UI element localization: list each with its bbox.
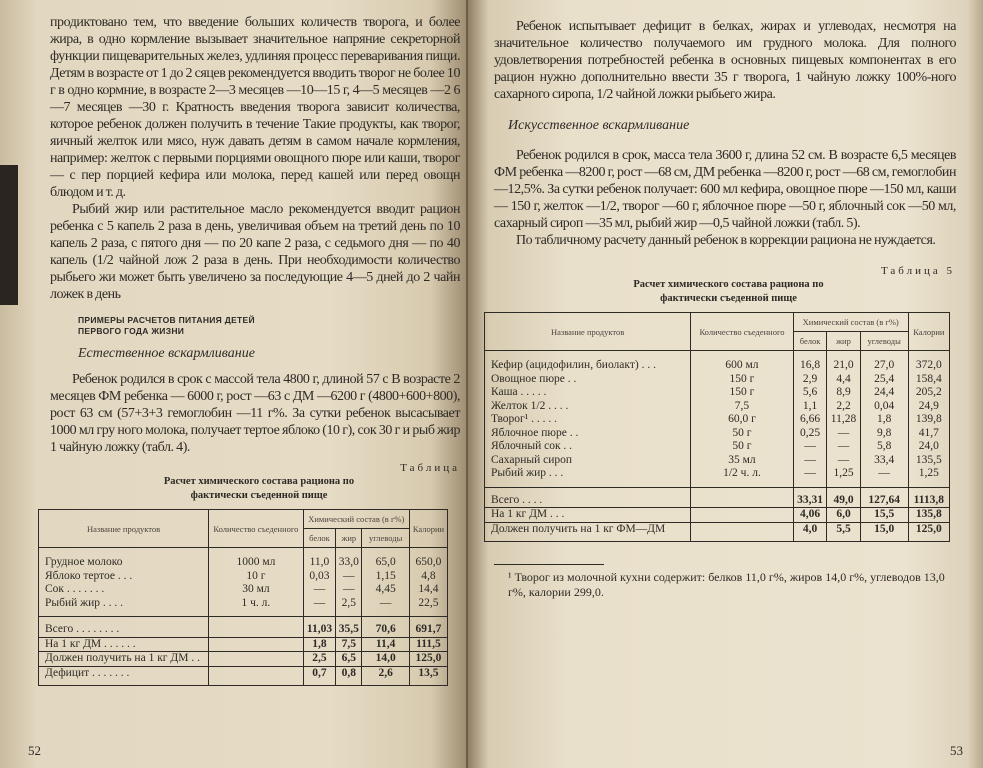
cell-carbs: 11,4 <box>362 637 409 652</box>
left-body-text <box>50 14 460 303</box>
cell-calories: 14,4 <box>409 583 447 597</box>
cell-carbs: 15,0 <box>860 522 908 542</box>
cell-calories: 158,4 <box>908 373 949 387</box>
cell-protein: 4,06 <box>793 508 827 523</box>
header-row <box>485 313 950 332</box>
cell-amount: 1/2 ч. л. <box>691 467 793 487</box>
cell-calories: 135,8 <box>908 508 949 523</box>
left-body-text-2 <box>50 371 460 456</box>
cell-protein: 1,1 <box>793 400 827 414</box>
header-name: Название продуктов <box>485 313 691 351</box>
cell-carbs: 15,5 <box>860 508 908 523</box>
cell-protein: 0,25 <box>793 427 827 441</box>
cell-name: Грудное молоко <box>39 548 209 570</box>
cell-protein: — <box>303 583 336 597</box>
cell-fat: 6,5 <box>336 652 362 667</box>
table-row <box>485 508 950 523</box>
section-heading: ПРИМЕРЫ РАСЧЕТОВ ПИТАНИЯ ДЕТЕЙ ПЕРВОГО ГОДА ЖИЗНИ <box>78 315 255 336</box>
cell-amount: 1 ч. л. <box>209 597 304 617</box>
cell-carbs: 24,4 <box>860 386 908 400</box>
cell-fat: 2,5 <box>336 597 362 617</box>
cell-amount: 600 мл <box>691 351 793 373</box>
cell-carbs: 9,8 <box>860 427 908 441</box>
header-protein: белок <box>793 332 827 351</box>
cell-calories: 13,5 <box>409 666 447 686</box>
cell-amount <box>209 652 304 667</box>
cell-amount: 7,5 <box>691 400 793 414</box>
cell-calories: 1,25 <box>908 467 949 487</box>
header-fat: жир <box>827 332 860 351</box>
cell-fat: 6,0 <box>827 508 860 523</box>
cell-protein: 6,66 <box>793 413 827 427</box>
cell-calories: 372,0 <box>908 351 949 373</box>
cell-protein: — <box>303 597 336 617</box>
cell-name: Всего . . . . <box>485 487 691 508</box>
cell-protein: 1,8 <box>303 637 336 652</box>
header-calories: Калории <box>409 510 447 548</box>
cell-amount: 1000 мл <box>209 548 304 570</box>
cell-protein: 33,31 <box>793 487 827 508</box>
table-row <box>485 427 950 441</box>
paragraph: Ребенок родился в срок с массой тела 4800 г, длиной 57 с В возрасте 2 месяцев ФМ ребенка — 6000 г, рост —63 с ДМ —6200 г (4800+600+800), рост 63 см (57+3+3 гемоглобин —11 г%. За сутки ребенок высасывает 1000 мл гру ного молока, получает тертое яблоко (10 г), сок 30 г и рыб жир 1 чайную ложку (табл. 4). <box>50 372 460 455</box>
header-fat: жир <box>336 529 362 548</box>
cell-fat: 5,5 <box>827 522 860 542</box>
paragraph: По табличному расчету данный ребенок в коррекции рациона не нуждается. <box>516 233 936 248</box>
table-body <box>485 351 950 488</box>
cell-protein: 4,0 <box>793 522 827 542</box>
cell-protein: 2,5 <box>303 652 336 667</box>
cell-calories: 139,8 <box>908 413 949 427</box>
cell-fat: — <box>827 427 860 441</box>
cell-protein: 16,8 <box>793 351 827 373</box>
table-row <box>485 454 950 468</box>
cell-carbs: 1,8 <box>860 413 908 427</box>
table-row <box>39 597 448 617</box>
cell-name: Рыбий жир . . . <box>485 467 691 487</box>
header-row <box>39 510 448 529</box>
cell-carbs: 0,04 <box>860 400 908 414</box>
cell-protein: — <box>793 440 827 454</box>
cell-carbs: 4,45 <box>362 583 409 597</box>
table-body <box>39 548 448 617</box>
header-calories: Калории <box>908 313 949 351</box>
right-body-text <box>494 18 956 103</box>
table-row <box>485 400 950 414</box>
cell-carbs: 33,4 <box>860 454 908 468</box>
cell-protein: 11,03 <box>303 617 336 638</box>
cell-name: Сок . . . . . . . <box>39 583 209 597</box>
cell-amount <box>691 522 793 542</box>
cell-name: Сахарный сироп <box>485 454 691 468</box>
subheading: Искусственное вскармливание <box>508 118 690 133</box>
cell-calories: 125,0 <box>409 652 447 667</box>
cell-calories: 22,5 <box>409 597 447 617</box>
cell-name: Яблоко тертое . . . <box>39 570 209 584</box>
cell-name: Кефир (ацидофилин, биолакт) . . . <box>485 351 691 373</box>
table-row <box>485 467 950 487</box>
cell-amount: 150 г <box>691 373 793 387</box>
page-number: 52 <box>28 743 41 758</box>
cell-fat: 21,0 <box>827 351 860 373</box>
book-cover-edge <box>0 165 18 305</box>
cell-name: Всего . . . . . . . . <box>39 617 209 638</box>
cell-fat: — <box>827 440 860 454</box>
table-row <box>485 487 950 508</box>
cell-protein: 0,03 <box>303 570 336 584</box>
table-row <box>39 666 448 686</box>
paragraph: Рыбий жир или растительное масло рекомендуется вводит рацион ребенка с 5 капель 2 раза в день, увеличивая объем на третий день по 10 капель 2 раза, с пятого дня — по 20 капе 2 раза, с седьмого дня — по 40 капель (1/2 чайной лож 2 раза в день. При необходимости количество рыбьего жи может быть увеличено за последующие 4—5 дней до 2 чайн ложек в день <box>50 202 460 302</box>
table-header <box>39 510 448 548</box>
cell-protein: 2,9 <box>793 373 827 387</box>
cell-fat: 0,8 <box>336 666 362 686</box>
cell-amount <box>209 637 304 652</box>
left-page <box>0 0 468 768</box>
cell-amount <box>209 666 304 686</box>
cell-amount: 50 г <box>691 427 793 441</box>
table-row <box>485 386 950 400</box>
cell-carbs: 27,0 <box>860 351 908 373</box>
header-amount: Количество съеденного <box>209 510 304 548</box>
cell-calories: 205,2 <box>908 386 949 400</box>
table-row <box>485 413 950 427</box>
cell-carbs: 70,6 <box>362 617 409 638</box>
nutrition-table <box>484 312 950 542</box>
cell-fat: 1,25 <box>827 467 860 487</box>
cell-amount: 60,0 г <box>691 413 793 427</box>
page-number: 53 <box>950 743 963 758</box>
cell-protein: 0,7 <box>303 666 336 686</box>
table-row <box>485 351 950 373</box>
cell-fat: 35,5 <box>336 617 362 638</box>
cell-fat: 49,0 <box>827 487 860 508</box>
cell-fat: 7,5 <box>336 637 362 652</box>
cell-name: На 1 кг ДМ . . . . . . <box>39 637 209 652</box>
table-row <box>485 373 950 387</box>
header-chem: Химический состав (в г%) <box>793 313 908 332</box>
header-carbs: углеводы <box>860 332 908 351</box>
header-protein: белок <box>303 529 336 548</box>
cell-calories: 135,5 <box>908 454 949 468</box>
table-totals <box>485 487 950 542</box>
cell-calories: 125,0 <box>908 522 949 542</box>
cell-amount: 50 г <box>691 440 793 454</box>
cell-fat: 2,2 <box>827 400 860 414</box>
header-chem: Химический состав (в г%) <box>303 510 409 529</box>
paragraph: Ребенок испытывает дефицит в белках, жирах и углеводах, несмотря на значительное количество получаемого им грудного молока. Для полного удовлетворения потребностей ребенка в основных пищевых компонентах в его рацион нужно дополнительно ввести 35 г творога, 1 чайную ложку 100%-ного сахарного сиропа, 1/2 чайной ложки рыбьего жира. <box>494 19 956 102</box>
cell-calories: 41,7 <box>908 427 949 441</box>
right-body-text-2 <box>494 147 956 249</box>
table-row <box>39 617 448 638</box>
cell-carbs: — <box>362 597 409 617</box>
cell-carbs: 5,8 <box>860 440 908 454</box>
table-totals <box>39 617 448 686</box>
cell-name: Дефицит . . . . . . . <box>39 666 209 686</box>
table-header <box>485 313 950 351</box>
cell-carbs: 1,15 <box>362 570 409 584</box>
cell-carbs: 25,4 <box>860 373 908 387</box>
cell-amount <box>691 487 793 508</box>
cell-calories: 111,5 <box>409 637 447 652</box>
cell-name: Творог¹ . . . . . <box>485 413 691 427</box>
table-title: Расчет химического состава рациона по фактически съеденной пище <box>633 279 824 304</box>
cell-name: На 1 кг ДМ . . . <box>485 508 691 523</box>
cell-calories: 24,0 <box>908 440 949 454</box>
cell-carbs: 65,0 <box>362 548 409 570</box>
cell-name: Яблочный сок . . <box>485 440 691 454</box>
cell-name: Желток 1/2 . . . . <box>485 400 691 414</box>
footnote-rule <box>494 564 604 565</box>
table-row <box>39 570 448 584</box>
cell-fat: 33,0 <box>336 548 362 570</box>
cell-carbs: — <box>860 467 908 487</box>
cell-calories: 650,0 <box>409 548 447 570</box>
cell-calories: 691,7 <box>409 617 447 638</box>
cell-calories: 1113,8 <box>908 487 949 508</box>
cell-carbs: 2,6 <box>362 666 409 686</box>
table-row <box>485 522 950 542</box>
subheading: Естественное вскармливание <box>78 346 255 361</box>
table-title: Расчет химического состава рациона по фактически съеденной пище <box>163 476 355 501</box>
cell-amount: 10 г <box>209 570 304 584</box>
header-amount: Количество съеденного <box>691 313 793 351</box>
cell-amount: 150 г <box>691 386 793 400</box>
cell-amount: 35 мл <box>691 454 793 468</box>
paragraph: Ребенок родился в срок, масса тела 3600 г, длина 52 см. В возрасте 6,5 месяцев ФМ ребенка —8200 г, рост —68 см, ДМ ребенка —8200 г, рост —68 см, гемоглобин —12,5%. За сутки ребенок получает: 600 мл кефира, овощное пюре —150 мл, каши — 150 г, желток —1/2, творог —60 г, яблочное пюре —50 г, яблочный сок —50 мл, сахарный сироп —35 мл, рыбий жир —0,5 чайной ложки (табл. 5). <box>494 148 956 231</box>
cell-amount <box>691 508 793 523</box>
cell-fat: 4,4 <box>827 373 860 387</box>
cell-protein: 5,6 <box>793 386 827 400</box>
right-page <box>468 0 983 768</box>
header-name: Название продуктов <box>39 510 209 548</box>
table-label: Таблица 5 <box>880 265 955 277</box>
table-row <box>39 652 448 667</box>
cell-amount <box>209 617 304 638</box>
cell-carbs: 127,64 <box>860 487 908 508</box>
cell-calories: 24,9 <box>908 400 949 414</box>
header-carbs: углеводы <box>362 529 409 548</box>
table-row <box>485 440 950 454</box>
cell-calories: 4,8 <box>409 570 447 584</box>
table-label: Таблица <box>400 462 460 474</box>
nutrition-table <box>38 509 448 686</box>
cell-protein: — <box>793 454 827 468</box>
cell-protein: 11,0 <box>303 548 336 570</box>
cell-fat: — <box>336 570 362 584</box>
cell-fat: — <box>827 454 860 468</box>
cell-amount: 30 мл <box>209 583 304 597</box>
cell-fat: 11,28 <box>827 413 860 427</box>
cell-name: Яблочное пюре . . <box>485 427 691 441</box>
cell-name: Должен получить на 1 кг ФМ—ДМ <box>485 522 691 542</box>
cell-name: Овощное пюре . . <box>485 373 691 387</box>
paragraph: продиктовано тем, что введение больших количеств творога, и более жира, в одно кормление вызывает значительное напряние секреторной функции пищеварительных желез, удлиняя процесс переваривания пищи. Детям в возрасте от 1 до 2 сяцев рекомендуется вводить творог не более 10 г в одно кормние, в возрасте 2—3 месяцев —10—15 г, 4—5 месяцев —2 6—7 месяцев —30 г. Кратность введения творога зависит количества, которое ребенок должен получить в течение Такие продукты, как творог, яичный желток или мясо, нуж давать детям в самом начале кормления, например: желток с первыми порциями овощного пюре или каши, творог — с пер порцией кефира или молока, перед кашей или перед овощн блюдом и т. д. <box>50 15 460 200</box>
cell-fat: 8,9 <box>827 386 860 400</box>
table-row <box>39 637 448 652</box>
cell-carbs: 14,0 <box>362 652 409 667</box>
footnote: ¹ Творог из молочной кухни содержит: белков 11,0 г%, жиров 14,0 г%, углеводов 13,0 г%, калории 299,0. <box>508 570 945 599</box>
cell-fat: — <box>336 583 362 597</box>
cell-protein: — <box>793 467 827 487</box>
table-row <box>39 548 448 570</box>
cell-name: Каша . . . . . <box>485 386 691 400</box>
cell-name: Рыбий жир . . . . <box>39 597 209 617</box>
cell-name: Должен получить на 1 кг ДМ . . <box>39 652 209 667</box>
table-row <box>39 583 448 597</box>
